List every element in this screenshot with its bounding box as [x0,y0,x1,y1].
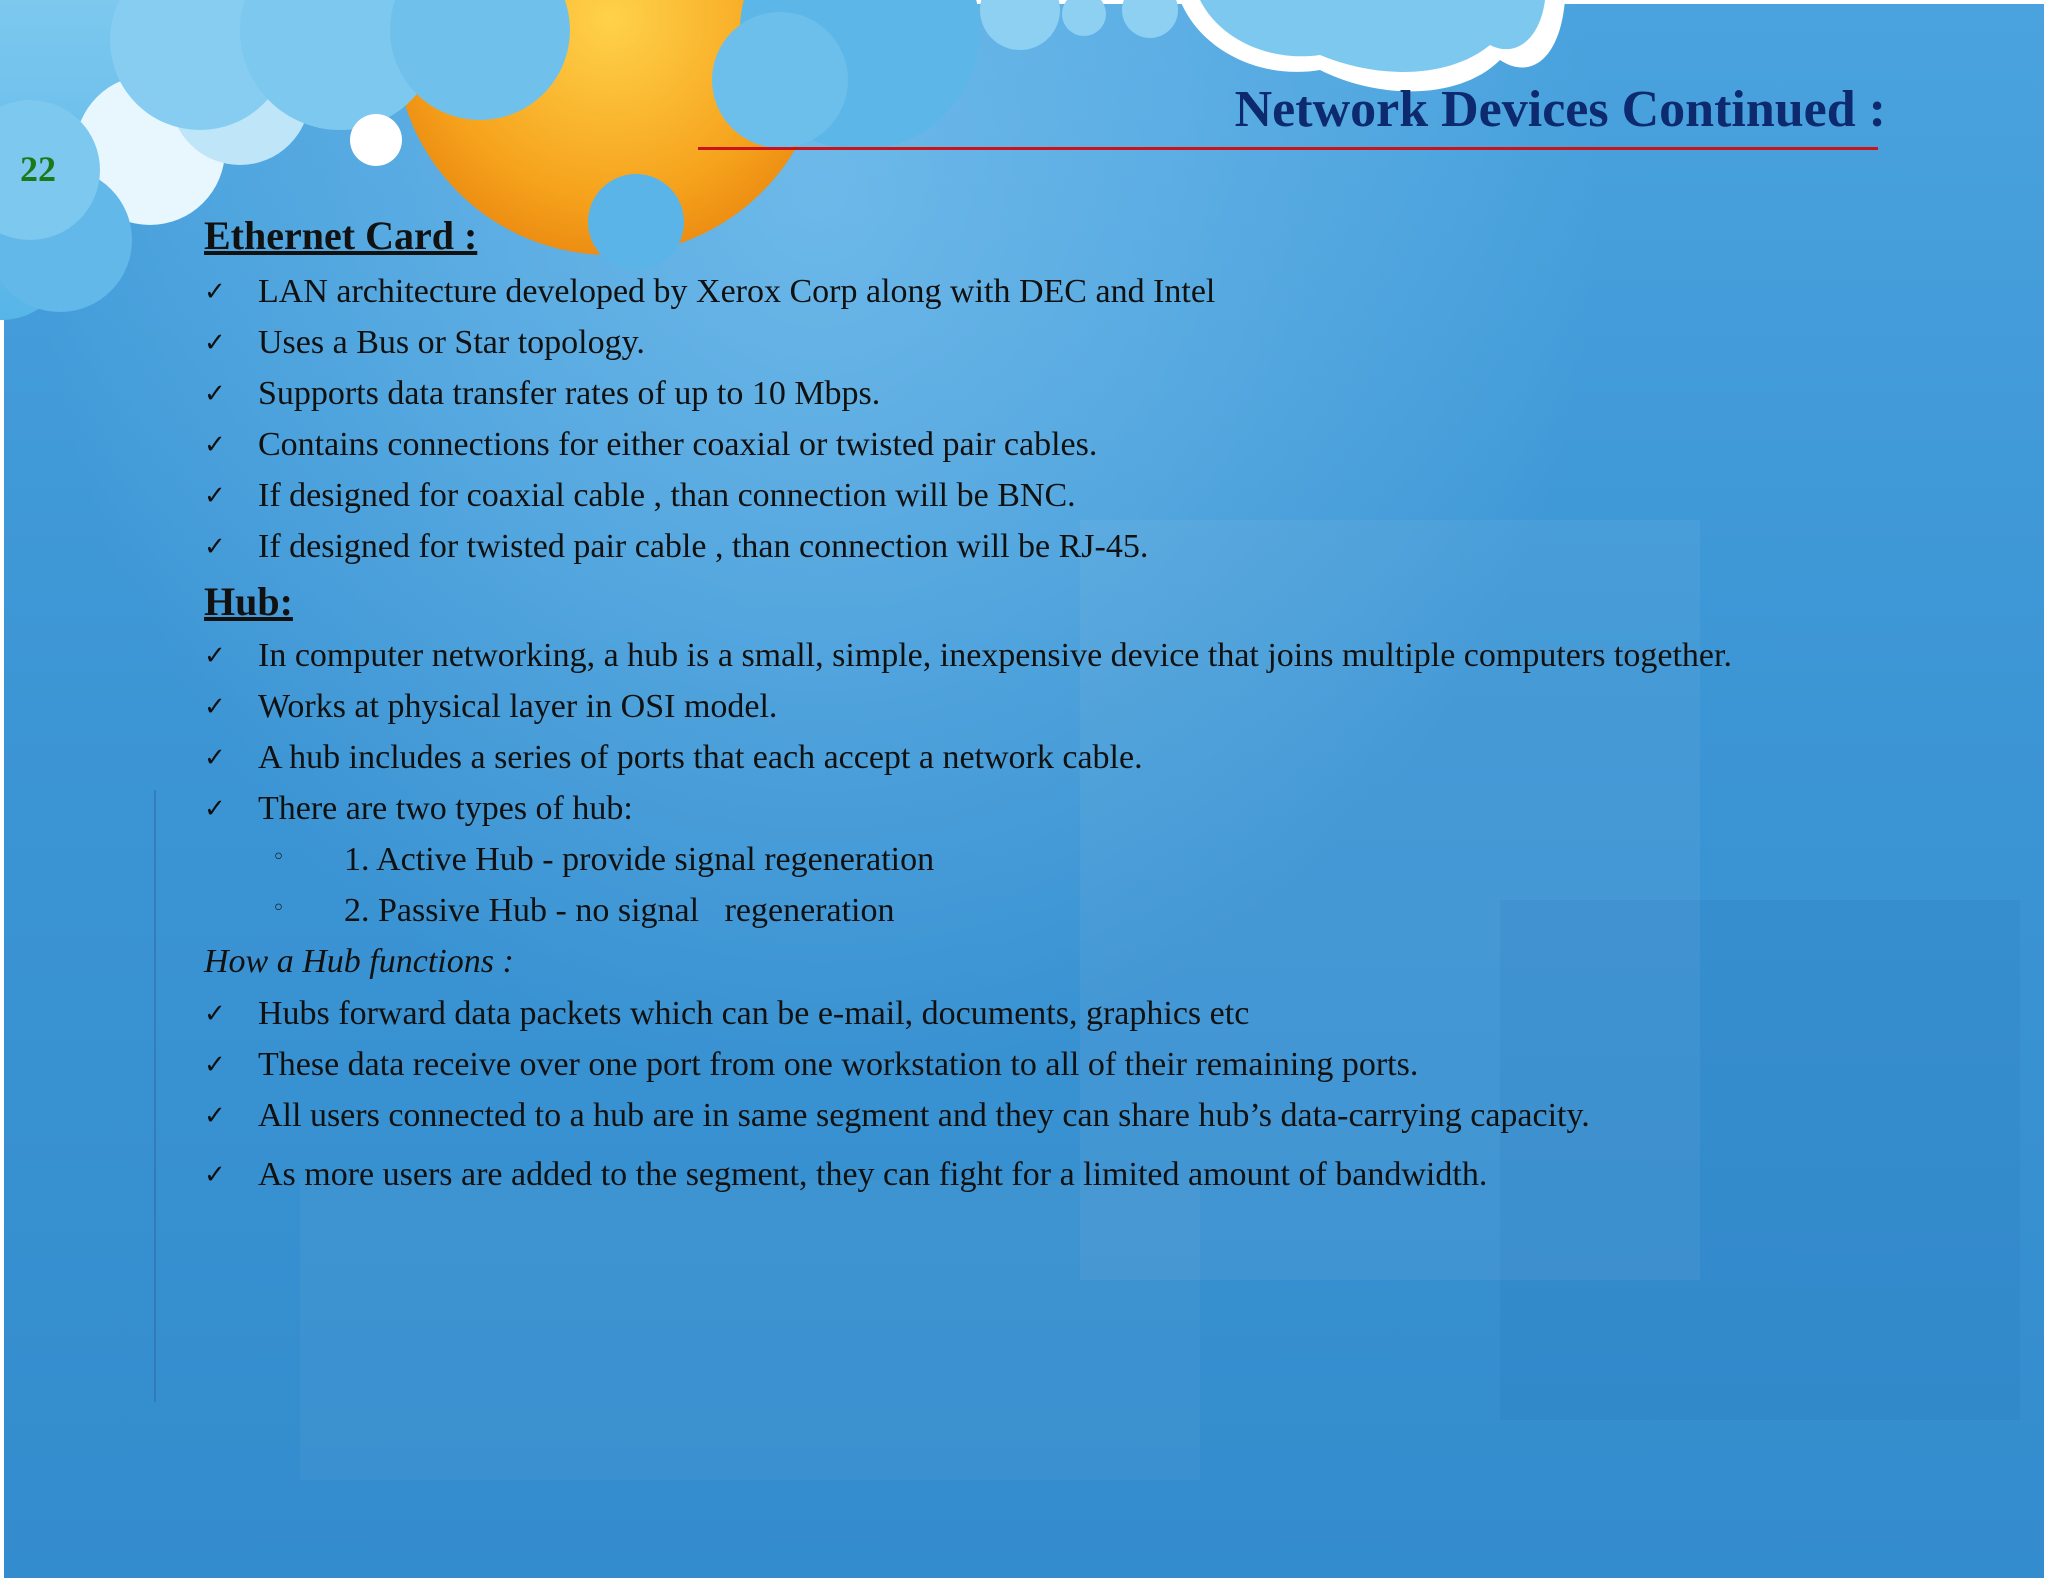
bullet-text: If designed for twisted pair cable , than connection will be RJ-45. [258,528,1149,565]
bullet-text: Contains connections for either coaxial or twisted pair cables. [258,426,1098,463]
bullet-text: LAN architecture developed by Xerox Corp along with DEC and Intel [258,273,1216,310]
left-divider [154,790,156,1402]
checkmark-icon: ✓ [204,277,226,307]
bullet-text: A hub includes a series of ports that each accept a network cable. [258,739,1143,776]
bullet-text: All users connected to a hub are in same segment and they can share hub’s data-carrying capacity. [258,1097,1590,1134]
checkmark-icon: ✓ [204,379,226,409]
circle-bullet-icon: ◦ [272,896,285,921]
hub-type-text: 1. Active Hub - provide signal regeneration [344,841,935,878]
bullet-text: In computer networking, a hub is a small, simple, inexpensive device that joins multiple computers together. [258,637,1732,674]
bullet-text: There are two types of hub: [258,790,633,827]
bullet-text: As more users are added to the segment, they can fight for a limited amount of bandwidth. [258,1156,1488,1193]
hub-heading: Hub: [204,579,293,624]
bullet-text: If designed for coaxial cable , than connection will be BNC. [258,477,1076,514]
hub-type-text: 2. Passive Hub - no signal regeneration [344,892,895,929]
checkmark-icon: ✓ [204,641,226,671]
slide-title: Network Devices Continued : [1234,81,1886,138]
checkmark-icon: ✓ [204,328,226,358]
slide-number: 22 [20,149,56,189]
checkmark-icon: ✓ [204,692,226,722]
hub-functions-heading: How a Hub functions : [204,943,514,980]
hub-type-item [272,891,895,931]
checkmark-icon: ✓ [204,999,226,1029]
bullet-text: Uses a Bus or Star topology. [258,324,645,361]
checkmark-icon: ✓ [204,481,226,511]
checkmark-icon: ✓ [204,1160,226,1190]
bullet-text: Hubs forward data packets which can be e-mail, documents, graphics etc [258,995,1250,1032]
bullet-text: Supports data transfer rates of up to 10 Mbps. [258,375,881,412]
ethernet-card-heading: Ethernet Card : [204,213,478,258]
checkmark-icon: ✓ [204,430,226,460]
hub-type-item [272,840,935,880]
checkmark-icon: ✓ [204,1101,226,1131]
title-underline [698,147,1878,150]
circle-bullet-icon: ◦ [272,845,285,870]
checkmark-icon: ✓ [204,532,226,562]
checkmark-icon: ✓ [204,1050,226,1080]
checkmark-icon: ✓ [204,743,226,773]
bullet-text: These data receive over one port from one workstation to all of their remaining ports. [258,1046,1419,1083]
checkmark-icon: ✓ [204,794,226,824]
bullet-text: Works at physical layer in OSI model. [258,688,778,725]
